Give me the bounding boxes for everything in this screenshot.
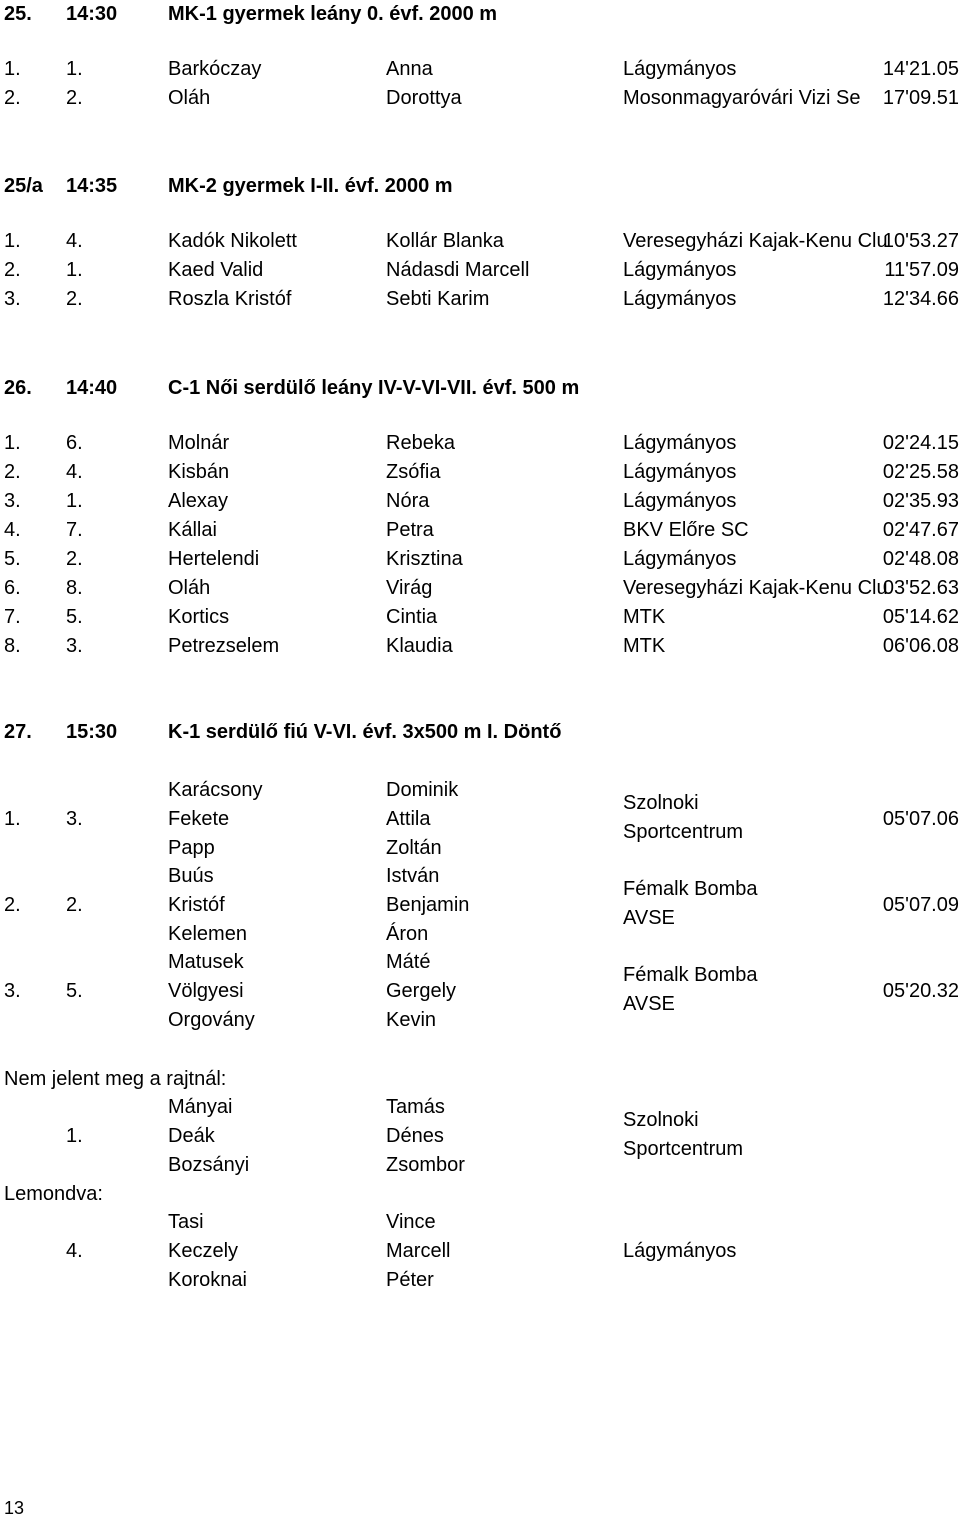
result-place: 8. xyxy=(4,635,21,657)
paddler-given-name: Máté xyxy=(386,951,431,973)
team-club: AVSE xyxy=(623,907,675,929)
result-given-name: Krisztina xyxy=(386,548,463,570)
result-surname: Kisbán xyxy=(168,461,230,483)
paddler-surname: Tasi xyxy=(168,1211,204,1233)
result-club: MTK xyxy=(623,606,666,628)
result-surname: Petrezselem xyxy=(168,635,280,657)
result-given-name: Zsófia xyxy=(386,461,441,483)
race-number: 25/a xyxy=(4,175,43,197)
result-club: Lágymányos xyxy=(623,461,737,483)
race-title: K-1 serdülő fiú V-VI. évf. 3x500 m I. Döntő xyxy=(168,721,562,743)
paddler-given-name: Péter xyxy=(386,1269,434,1291)
paddler-surname: Fekete xyxy=(168,808,230,830)
paddler-surname: Kelemen xyxy=(168,923,247,945)
result-time: 10'53.27 xyxy=(882,230,959,252)
result-surname: Roszla Kristóf xyxy=(168,288,292,310)
paddler-surname: Mányai xyxy=(168,1096,233,1118)
result-place: 7. xyxy=(4,606,21,628)
race-time: 14:35 xyxy=(66,175,118,197)
result-lane: 7. xyxy=(66,519,83,541)
result-time: 02'48.08 xyxy=(882,548,959,570)
paddler-given-name: Zsombor xyxy=(386,1154,465,1176)
result-given-name: Klaudia xyxy=(386,635,453,657)
team-time: 05'20.32 xyxy=(882,980,959,1002)
result-lane: 1. xyxy=(66,58,83,80)
team-time: 05'07.09 xyxy=(882,894,959,916)
result-club: Veresegyházi Kajak-Kenu Clu xyxy=(623,577,888,599)
race-title: MK-1 gyermek leány 0. évf. 2000 m xyxy=(168,3,498,25)
paddler-given-name: Kevin xyxy=(386,1009,437,1031)
result-given-name: Petra xyxy=(386,519,434,541)
result-lane: 1. xyxy=(66,259,83,281)
result-surname: Hertelendi xyxy=(168,548,260,570)
paddler-surname: Koroknai xyxy=(168,1269,247,1291)
result-lane: 2. xyxy=(66,288,83,310)
result-time: 12'34.66 xyxy=(882,288,959,310)
paddler-given-name: Attila xyxy=(386,808,431,830)
result-time: 14'21.05 xyxy=(882,58,959,80)
result-surname: Kadók Nikolett xyxy=(168,230,297,252)
paddler-given-name: Tamás xyxy=(386,1096,445,1118)
result-given-name: Virág xyxy=(386,577,433,599)
dns-label: Nem jelent meg a rajtnál: xyxy=(4,1068,227,1090)
result-club: Lágymányos xyxy=(623,432,737,454)
paddler-given-name: Benjamin xyxy=(386,894,470,916)
team-lane: 2. xyxy=(66,894,83,916)
paddler-surname: Kristóf xyxy=(168,894,225,916)
result-time: 05'14.62 xyxy=(882,606,959,628)
result-time: 02'47.67 xyxy=(882,519,959,541)
result-place: 4. xyxy=(4,519,21,541)
race-time: 15:30 xyxy=(66,721,118,743)
result-time: 02'24.15 xyxy=(882,432,959,454)
paddler-surname: Bozsányi xyxy=(168,1154,250,1176)
result-place: 1. xyxy=(4,432,21,454)
result-given-name: Nádasdi Marcell xyxy=(386,259,530,281)
team-club: Szolnoki xyxy=(623,1109,699,1131)
result-club: Lágymányos xyxy=(623,288,737,310)
race-number: 25. xyxy=(4,3,32,25)
result-lane: 4. xyxy=(66,230,83,252)
result-time: 17'09.51 xyxy=(882,87,959,109)
paddler-surname: Matusek xyxy=(168,951,244,973)
result-time: 06'06.08 xyxy=(882,635,959,657)
result-club: MTK xyxy=(623,635,666,657)
result-club: Lágymányos xyxy=(623,548,737,570)
result-surname: Oláh xyxy=(168,87,211,109)
result-place: 3. xyxy=(4,288,21,310)
paddler-surname: Völgyesi xyxy=(168,980,244,1002)
team-lane: 4. xyxy=(66,1240,83,1262)
team-club: Fémalk Bomba xyxy=(623,878,758,900)
team-club: Lágymányos xyxy=(623,1240,737,1262)
result-club: Lágymányos xyxy=(623,259,737,281)
result-surname: Barkóczay xyxy=(168,58,262,80)
result-surname: Molnár xyxy=(168,432,230,454)
result-surname: Oláh xyxy=(168,577,211,599)
result-lane: 6. xyxy=(66,432,83,454)
team-time: 05'07.06 xyxy=(882,808,959,830)
result-lane: 8. xyxy=(66,577,83,599)
paddler-given-name: Áron xyxy=(386,923,429,945)
result-lane: 3. xyxy=(66,635,83,657)
result-place: 6. xyxy=(4,577,21,599)
result-club: BKV Előre SC xyxy=(623,519,749,541)
result-club: Lágymányos xyxy=(623,490,737,512)
paddler-given-name: Zoltán xyxy=(386,837,442,859)
paddler-surname: Buús xyxy=(168,865,214,887)
team-lane: 5. xyxy=(66,980,83,1002)
team-club: Szolnoki xyxy=(623,792,699,814)
result-time: 11'57.09 xyxy=(884,259,959,281)
paddler-surname: Orgovány xyxy=(168,1009,255,1031)
team-club: Fémalk Bomba xyxy=(623,964,758,986)
race-time: 14:40 xyxy=(66,377,118,399)
result-surname: Kortics xyxy=(168,606,230,628)
result-lane: 5. xyxy=(66,606,83,628)
paddler-surname: Papp xyxy=(168,837,215,859)
result-club: Veresegyházi Kajak-Kenu Clu xyxy=(623,230,888,252)
result-place: 2. xyxy=(4,87,21,109)
paddler-given-name: Dominik xyxy=(386,779,459,801)
team-place: 2. xyxy=(4,894,21,916)
race-title: MK-2 gyermek I-II. évf. 2000 m xyxy=(168,175,453,197)
paddler-surname: Karácsony xyxy=(168,779,263,801)
paddler-given-name: Dénes xyxy=(386,1125,444,1147)
result-place: 5. xyxy=(4,548,21,570)
result-time: 02'25.58 xyxy=(882,461,959,483)
result-place: 1. xyxy=(4,230,21,252)
result-lane: 2. xyxy=(66,548,83,570)
race-number: 26. xyxy=(4,377,32,399)
result-given-name: Rebeka xyxy=(386,432,455,454)
result-surname: Kaed Valid xyxy=(168,259,264,281)
result-place: 1. xyxy=(4,58,21,80)
race-time: 14:30 xyxy=(66,3,118,25)
result-given-name: Sebti Karim xyxy=(386,288,490,310)
result-place: 3. xyxy=(4,490,21,512)
paddler-given-name: Vince xyxy=(386,1211,436,1233)
race-number: 27. xyxy=(4,721,32,743)
result-given-name: Nóra xyxy=(386,490,430,512)
team-club: Sportcentrum xyxy=(623,1138,744,1160)
result-club: Lágymányos xyxy=(623,58,737,80)
result-lane: 1. xyxy=(66,490,83,512)
result-lane: 4. xyxy=(66,461,83,483)
team-lane: 1. xyxy=(66,1125,83,1147)
paddler-surname: Keczely xyxy=(168,1240,239,1262)
withdrawn-label: Lemondva: xyxy=(4,1183,103,1205)
result-surname: Kállai xyxy=(168,519,217,541)
race-title: C-1 Női serdülő leány IV-V-VI-VII. évf. 500 m xyxy=(168,377,580,399)
result-place: 2. xyxy=(4,461,21,483)
page-number: 13 xyxy=(4,1498,25,1518)
paddler-given-name: Gergely xyxy=(386,980,457,1002)
result-place: 2. xyxy=(4,259,21,281)
result-given-name: Dorottya xyxy=(386,87,462,109)
result-given-name: Cintia xyxy=(386,606,438,628)
result-club: Mosonmagyaróvári Vizi Se xyxy=(623,87,861,109)
team-place: 3. xyxy=(4,980,21,1002)
result-time: 03'52.63 xyxy=(882,577,959,599)
result-given-name: Kollár Blanka xyxy=(386,230,504,252)
result-given-name: Anna xyxy=(386,58,433,80)
result-lane: 2. xyxy=(66,87,83,109)
paddler-surname: Deák xyxy=(168,1125,215,1147)
paddler-given-name: Marcell xyxy=(386,1240,451,1262)
result-surname: Alexay xyxy=(168,490,229,512)
result-time: 02'35.93 xyxy=(882,490,959,512)
team-club: AVSE xyxy=(623,993,675,1015)
paddler-given-name: István xyxy=(386,865,440,887)
team-place: 1. xyxy=(4,808,21,830)
team-lane: 3. xyxy=(66,808,83,830)
team-club: Sportcentrum xyxy=(623,821,744,843)
